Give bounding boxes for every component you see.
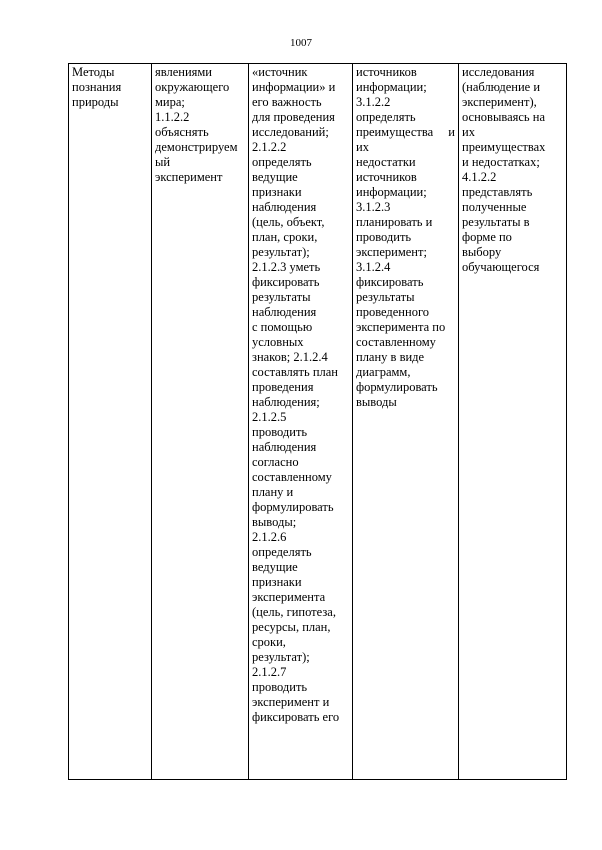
cell-text-line: источников bbox=[356, 170, 417, 184]
cell-text-line: результаты bbox=[252, 290, 311, 304]
cell-text-line: диаграмм, bbox=[356, 365, 411, 379]
curriculum-table bbox=[68, 63, 567, 780]
cell-text-line: признаки bbox=[252, 575, 302, 589]
cell-text-line: и недостатках; bbox=[462, 155, 540, 169]
cell-text-line: 3.1.2.3 bbox=[356, 200, 391, 214]
cell-text-line: недостатки bbox=[356, 155, 416, 169]
cell-text-line: планировать и bbox=[356, 215, 433, 229]
cell-text-line: с помощью bbox=[252, 320, 313, 334]
cell-text-line: результат); bbox=[252, 650, 310, 664]
cell-text-line: демонстрируем bbox=[155, 140, 238, 154]
cell-text-line: (цель, гипотеза, bbox=[252, 605, 336, 619]
cell-text-line: представлять bbox=[462, 185, 533, 199]
cell-text-line: ведущие bbox=[252, 560, 298, 574]
cell-text-line: определять bbox=[252, 545, 312, 559]
cell-text-line: проводить bbox=[356, 230, 412, 244]
cell-text-line: «источник bbox=[252, 65, 308, 79]
cell-text-line: его важность bbox=[252, 95, 322, 109]
cell-text-line: определять bbox=[252, 155, 312, 169]
cell-text-line: плану и bbox=[252, 485, 294, 499]
cell-text-line: явлениями bbox=[155, 65, 213, 79]
cell-text-line: составленному bbox=[252, 470, 332, 484]
cell-text-line: план, сроки, bbox=[252, 230, 318, 244]
cell-text-line: проведения bbox=[252, 380, 314, 394]
cell-text-line: знаков; 2.1.2.4 bbox=[252, 350, 328, 364]
cell-text-line: исследования bbox=[462, 65, 535, 79]
cell-text-line: 2.1.2.3 уметь bbox=[252, 260, 321, 274]
cell-text-line: согласно bbox=[252, 455, 299, 469]
cell-text-line: природы bbox=[72, 95, 119, 109]
cell-text-line: проводить bbox=[252, 425, 308, 439]
table-cell-level-2 bbox=[249, 64, 353, 780]
cell-text-line: форме по bbox=[462, 230, 512, 244]
cell-text-line: 2.1.2.5 bbox=[252, 410, 287, 424]
cell-text-line: эксперимент; bbox=[356, 245, 427, 259]
cell-text-line: признаки bbox=[252, 185, 302, 199]
cell-text-line: эксперимент), bbox=[462, 95, 537, 109]
cell-text-line: результаты bbox=[356, 290, 415, 304]
cell-text-line: выбору bbox=[462, 245, 502, 259]
cell-text-line: 3.1.2.4 bbox=[356, 260, 391, 274]
cell-text-line: эксперимента bbox=[252, 590, 326, 604]
cell-text-line: результаты в bbox=[462, 215, 530, 229]
table-cell-level-4 bbox=[459, 64, 567, 780]
cell-text-line: обучающегося bbox=[462, 260, 540, 274]
cell-text-line: исследований; bbox=[252, 125, 329, 139]
cell-text-line: 4.1.2.2 bbox=[462, 170, 497, 184]
cell-text-line: для проведения bbox=[252, 110, 335, 124]
cell-text-line: ведущие bbox=[252, 170, 298, 184]
cell-text-line: формулировать bbox=[252, 500, 334, 514]
table-row bbox=[69, 64, 567, 780]
cell-text-line: наблюдения bbox=[252, 200, 317, 214]
cell-text-line: объяснять bbox=[155, 125, 209, 139]
cell-text-line: основываясь на bbox=[462, 110, 545, 124]
cell-text-line: познания bbox=[72, 80, 122, 94]
cell-text-line: условных bbox=[252, 335, 304, 349]
cell-text-line: эксперимент и bbox=[252, 695, 330, 709]
cell-text-line: ый bbox=[155, 155, 171, 169]
cell-text-line: наблюдения; bbox=[252, 395, 320, 409]
cell-text-line: окружающего bbox=[155, 80, 230, 94]
page-number: 1007 bbox=[290, 37, 312, 49]
cell-text-line: фиксировать bbox=[356, 275, 424, 289]
cell-text-line: выводы; bbox=[252, 515, 297, 529]
cell-text-line: наблюдения bbox=[252, 440, 317, 454]
cell-text-line: (наблюдение и bbox=[462, 80, 541, 94]
table-cell-level-3 bbox=[353, 64, 459, 780]
table-cell-level-1 bbox=[152, 64, 249, 780]
cell-text-line: полученные bbox=[462, 200, 527, 214]
cell-text-line: формулировать bbox=[356, 380, 438, 394]
cell-text-line: их bbox=[462, 125, 475, 139]
cell-text-line: преимущества и их bbox=[356, 125, 455, 154]
cell-text-line: информации; bbox=[356, 80, 427, 94]
cell-text-line: 2.1.2.7 bbox=[252, 665, 287, 679]
cell-text-line: 3.1.2.2 bbox=[356, 95, 391, 109]
cell-text-line: сроки, bbox=[252, 635, 286, 649]
cell-text-line: наблюдения bbox=[252, 305, 317, 319]
cell-text-line: ресурсы, план, bbox=[252, 620, 331, 634]
cell-text-line: Методы bbox=[72, 65, 115, 79]
cell-text-line: источников bbox=[356, 65, 417, 79]
cell-text-line: эксперимент bbox=[155, 170, 223, 184]
cell-text-line: фиксировать bbox=[252, 275, 320, 289]
cell-text-line: определять bbox=[356, 110, 416, 124]
cell-text-line: фиксировать его bbox=[252, 710, 340, 724]
cell-text-line: (цель, объект, bbox=[252, 215, 325, 229]
cell-text-line: информации; bbox=[356, 185, 427, 199]
cell-text-line: информации» и bbox=[252, 80, 336, 94]
table-cell-topic bbox=[69, 64, 152, 780]
cell-text-line: 2.1.2.2 bbox=[252, 140, 287, 154]
cell-text-line: мира; bbox=[155, 95, 185, 109]
cell-text-line: 1.1.2.2 bbox=[155, 110, 190, 124]
cell-text-line: 2.1.2.6 bbox=[252, 530, 287, 544]
cell-text-line: выводы bbox=[356, 395, 397, 409]
cell-text-line: эксперимента по bbox=[356, 320, 446, 334]
cell-text-line: результат); bbox=[252, 245, 310, 259]
cell-text-line: плану в виде bbox=[356, 350, 425, 364]
cell-text-line: проводить bbox=[252, 680, 308, 694]
cell-text-line: составленному bbox=[356, 335, 436, 349]
cell-text-line: преимуществах bbox=[462, 140, 546, 154]
cell-text-line: составлять план bbox=[252, 365, 338, 379]
cell-text-line: проведенного bbox=[356, 305, 430, 319]
